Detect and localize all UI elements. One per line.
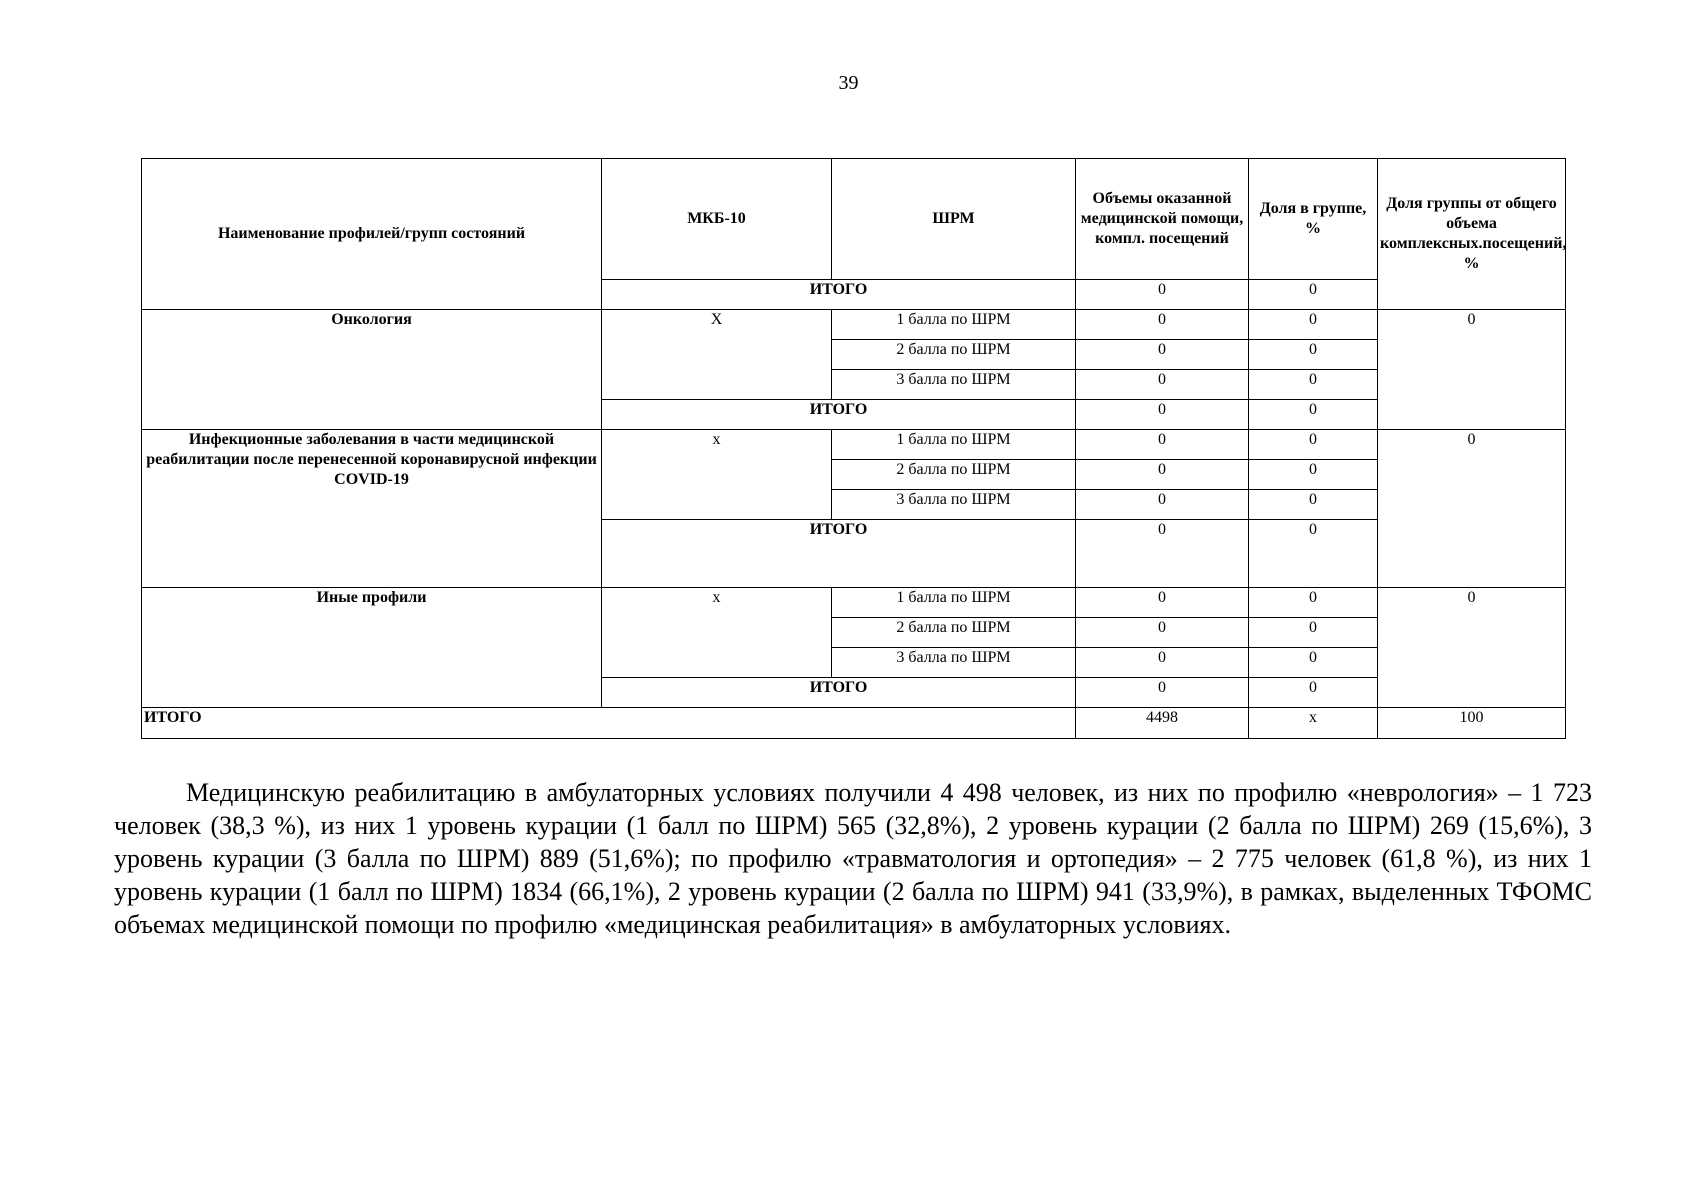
volume-cell: 0: [1076, 618, 1249, 648]
volume-cell: 0: [1076, 340, 1249, 370]
table-row: [142, 588, 1566, 618]
header-volume: Объемы оказанной медицинской помощи, компл. посещений: [1076, 159, 1249, 280]
shrm-cell: 3 балла по ШРМ: [832, 490, 1076, 520]
grand-total-row: [142, 708, 1566, 739]
group-icd: Х: [602, 310, 832, 400]
grand-total-share-total: 100: [1378, 708, 1566, 739]
total-label: ИТОГО: [602, 678, 1076, 708]
share-cell: 0: [1249, 340, 1378, 370]
header-icd: МКБ-10: [602, 159, 832, 280]
header-shrm: ШРМ: [832, 159, 1076, 280]
group-name: Иные профили: [142, 588, 602, 708]
header-share-group: Доля в группе, %: [1249, 159, 1378, 280]
total-label: ИТОГО: [602, 280, 1076, 310]
group-icd: х: [602, 588, 832, 678]
share-cell: 0: [1249, 370, 1378, 400]
volume-cell: 0: [1076, 588, 1249, 618]
total-label: ИТОГО: [602, 520, 1076, 588]
total-share: 0: [1249, 520, 1378, 588]
group-share-total: 0: [1378, 310, 1566, 430]
table-header-row: [142, 159, 1566, 280]
total-volume: 0: [1076, 280, 1249, 310]
shrm-cell: 2 балла по ШРМ: [832, 618, 1076, 648]
shrm-cell: 2 балла по ШРМ: [832, 460, 1076, 490]
share-cell: 0: [1249, 430, 1378, 460]
header-name: Наименование профилей/групп состояний: [142, 159, 602, 310]
group-share-total: 0: [1378, 588, 1566, 708]
volume-cell: 0: [1076, 490, 1249, 520]
total-share: 0: [1249, 678, 1378, 708]
volume-cell: 0: [1076, 460, 1249, 490]
header-share-total: Доля группы от общего объема комплексных.посещений, %: [1378, 159, 1566, 310]
total-label: ИТОГО: [602, 400, 1076, 430]
shrm-cell: 2 балла по ШРМ: [832, 340, 1076, 370]
volume-cell: 0: [1076, 430, 1249, 460]
share-cell: 0: [1249, 588, 1378, 618]
group-name: Инфекционные заболевания в части медицинской реабилитации после перенесенной коронавирусной инфекции COVID-19: [142, 430, 602, 588]
share-cell: 0: [1249, 310, 1378, 340]
page-number: 39: [838, 72, 859, 94]
report-table: [141, 158, 1566, 739]
shrm-cell: 1 балла по ШРМ: [832, 310, 1076, 340]
share-cell: 0: [1249, 648, 1378, 678]
grand-total-label: ИТОГО: [142, 708, 1076, 739]
grand-total-share: х: [1249, 708, 1378, 739]
group-share-total: 0: [1378, 430, 1566, 588]
volume-cell: 0: [1076, 310, 1249, 340]
body-paragraph: Медицинскую реабилитацию в амбулаторных условиях получили 4 498 человек, из них по профилю «неврология» – 1 723 человек (38,3 %), из них 1 уровень курации (1 балл по ШРМ) 565 (32,8%), 2 уровень курации (2 балла по ШРМ) 269 (15,6%), 3 уровень курации (3 балла по ШРМ) 889 (51,6%); по профилю «травматология и ортопедия» – 2 775 человек (61,8 %), из них 1 уровень курации (1 балл по ШРМ) 1834 (66,1%), 2 уровень курации (2 балла по ШРМ) 941 (33,9%), в рамках, выделенных ТФОМС объемах медицинской помощи по профилю «медицинская реабилитация» в амбулаторных условиях.: [114, 778, 1592, 939]
table-row: [142, 430, 1566, 460]
volume-cell: 0: [1076, 370, 1249, 400]
shrm-cell: 1 балла по ШРМ: [832, 588, 1076, 618]
total-share: 0: [1249, 400, 1378, 430]
total-share: 0: [1249, 280, 1378, 310]
total-volume: 0: [1076, 520, 1249, 588]
total-volume: 0: [1076, 678, 1249, 708]
share-cell: 0: [1249, 460, 1378, 490]
group-name: Онкология: [142, 310, 602, 430]
share-cell: 0: [1249, 490, 1378, 520]
total-volume: 0: [1076, 400, 1249, 430]
volume-cell: 0: [1076, 648, 1249, 678]
shrm-cell: 3 балла по ШРМ: [832, 648, 1076, 678]
shrm-cell: 3 балла по ШРМ: [832, 370, 1076, 400]
share-cell: 0: [1249, 618, 1378, 648]
shrm-cell: 1 балла по ШРМ: [832, 430, 1076, 460]
group-icd: х: [602, 430, 832, 520]
grand-total-volume: 4498: [1076, 708, 1249, 739]
table-row: [142, 310, 1566, 340]
